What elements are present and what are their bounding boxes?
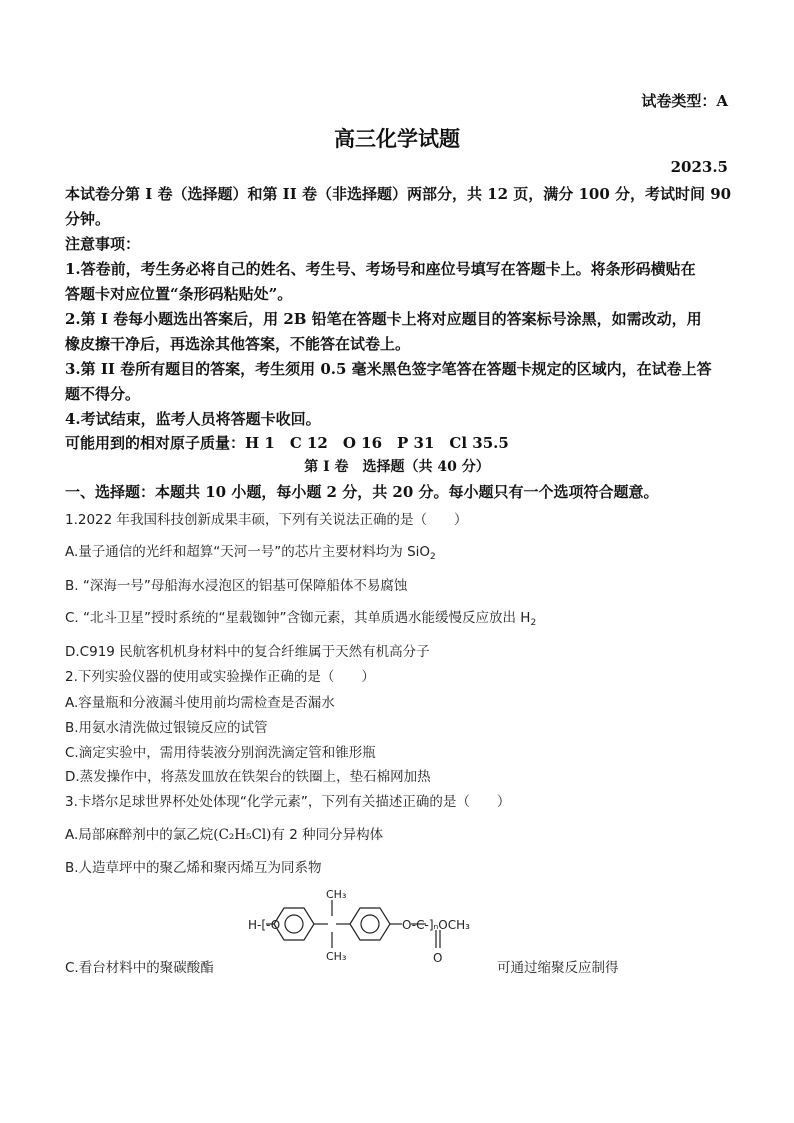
structure-carbonyl-o: O <box>433 951 443 965</box>
q1-option-a: A.量子通信的光纤和超算“天河一号”的芯片主要材料均为 SiO$_2$ <box>65 544 436 562</box>
note-3-line-2: 题不得分。 <box>65 385 141 403</box>
note-4: 4.考试结束，监考人员将答题卡收回。 <box>65 410 321 428</box>
q1-option-c: C. “北斗卫星”授时系统的“星载铷钟”含铷元素，其单质遇水能缓慢反应放出 $H_2$ <box>65 610 537 628</box>
note-1-line-1: 1.答卷前，考生务必将自己的姓名、考生号、考场号和座位号填写在答题卡上。将条形码横贴在 <box>65 260 696 278</box>
note-2-line-2: 橡皮擦干净后，再选涂其他答案，不能答在试卷上。 <box>65 335 411 353</box>
q3-option-c-prefix: C.看台材料中的聚碳酸酯 <box>65 960 214 976</box>
polycarbonate-structure <box>246 884 506 974</box>
note-2-line-1: 2.第 I 卷每小题选出答案后，用 2B 铅笔在答题卡上将对应题目的答案标号涂黑，如需改动，用 <box>65 310 702 328</box>
q1-stem: 1.2022 年我国科技创新成果丰硕，下列有关说法正确的是（ ） <box>65 512 468 528</box>
note-3-line-1: 3.第 II 卷所有题目的答案，考生须用 0.5 毫米黑色签字笔答在答题卡规定的区域内，在试卷上答 <box>65 360 712 378</box>
part-1-instructions: 一、选择题：本题共 10 小题，每小题 2 分，共 20 分。每小题只有一个选项符合题意。 <box>65 483 659 501</box>
q3-stem: 3.卡塔尔足球世界杯处处体现“化学元素”，下列有关描述正确的是（ ） <box>65 794 511 810</box>
intro-line-1: 本试卷分第 I 卷（选择题）和第 II 卷（非选择题）两部分，共 12 页，满分 100 分，考试时间 90 <box>65 185 732 203</box>
q3-option-b: B.人造草坪中的聚乙烯和聚丙烯互为同系物 <box>65 860 322 876</box>
q3-chloroethane-formula: (C₂H₅Cl) <box>213 827 272 843</box>
q2-option-c: C.滴定实验中，需用待装液分别润洗滴定管和锥形瓶 <box>65 745 376 761</box>
q1-option-b: B. “深海一号”母船海水浸泡区的铝基可保障船体不易腐蚀 <box>65 578 408 594</box>
q2-option-b: B.用氨水清洗做过银镜反应的试管 <box>65 720 268 736</box>
q2-stem: 2.下列实验仪器的使用或实验操作正确的是（ ） <box>65 669 375 685</box>
q3-option-a: A.局部麻醉剂中的氯乙烷(C₂H₅Cl)有 2 种同分异构体 <box>65 827 384 843</box>
polycarbonate-structure-drawing <box>246 884 506 974</box>
structure-ch3-top: CH₃ <box>326 888 347 901</box>
page-title: 高三化学试题 <box>334 126 460 151</box>
notes-heading: 注意事项： <box>65 235 141 253</box>
q2-option-a: A.容量瓶和分液漏斗使用前均需检查是否漏水 <box>65 695 335 711</box>
q2-option-d: D.蒸发操作中，将蒸发皿放在铁架台的铁圈上，垫石棉网加热 <box>65 769 431 785</box>
note-1-line-2: 答题卡对应位置“条形码粘贴处”。 <box>65 285 293 303</box>
section-title: 第 I 卷 选择题（共 40 分） <box>304 459 490 475</box>
q1-option-d: D.C919 民航客机机身材料中的复合纤维属于天然有机高分子 <box>65 644 430 660</box>
structure-right-end: O-C-]ₙOCH₃ <box>402 918 470 932</box>
exam-date: 2023.5 <box>670 158 728 176</box>
paper-type-label: 试卷类型：A <box>641 92 728 110</box>
atomic-masses: 可能用到的相对原子质量：H 1 C 12 O 16 P 31 Cl 35.5 <box>65 434 509 452</box>
structure-left-end: H-[-O <box>248 918 281 932</box>
structure-ch3-bottom: CH₃ <box>326 950 347 963</box>
intro-line-2: 分钟。 <box>65 210 111 228</box>
q3-option-c-suffix: 可通过缩聚反应制得 <box>497 960 619 976</box>
